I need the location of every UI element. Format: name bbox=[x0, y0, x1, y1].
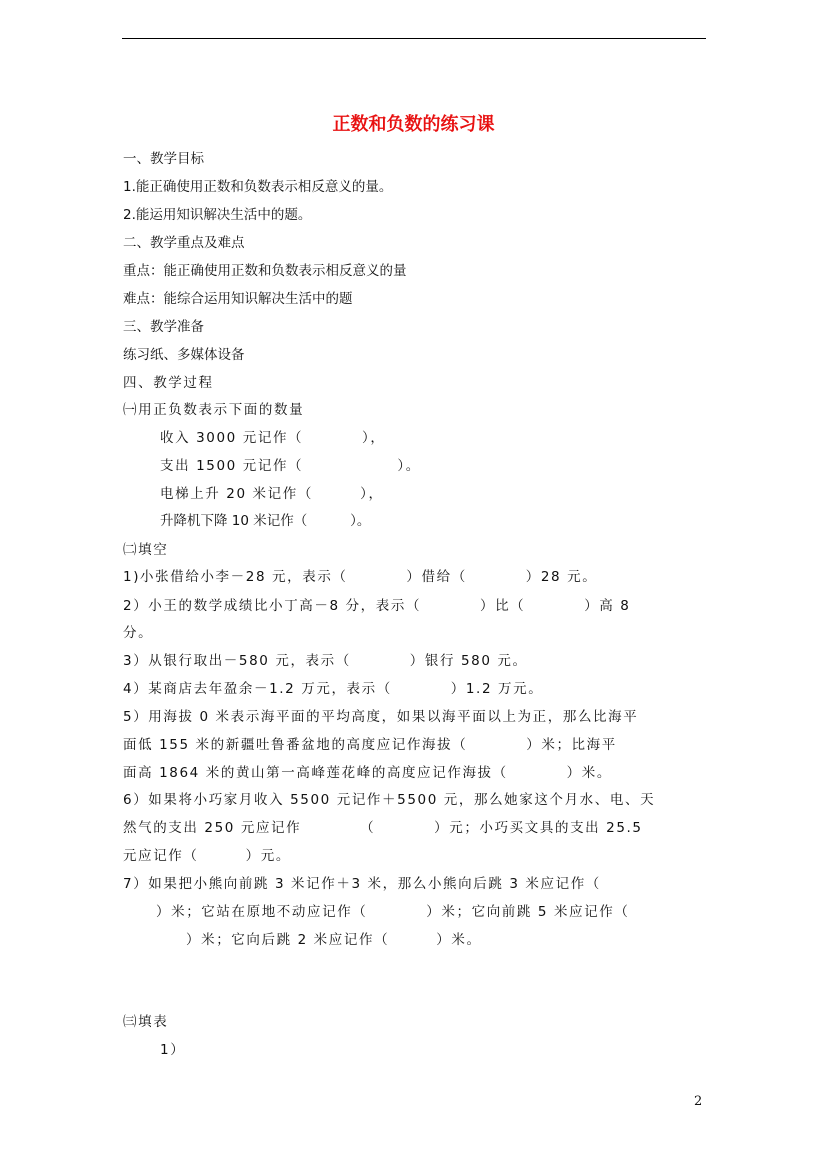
section-heading-preparation: 三、教学准备 bbox=[123, 319, 204, 335]
fill-item-6-cont-1: 然气的支出 250 元应记作 （ ）元；小巧买文具的支出 25.5 bbox=[123, 820, 643, 836]
exercise-heading-1: ㈠用正负数表示下面的数量 bbox=[123, 402, 305, 418]
fill-item-2-cont: 分。 bbox=[123, 625, 154, 641]
fill-item-4: 4）某商店去年盈余－1.2 万元，表示（ ）1.2 万元。 bbox=[123, 681, 544, 697]
table-item-1: 1） bbox=[160, 1042, 186, 1058]
objective-2: 2.能运用知识解决生活中的题。 bbox=[123, 207, 312, 223]
key-point: 重点：能正确使用正数和负数表示相反意义的量 bbox=[123, 263, 407, 279]
exercise-1-item-3: 电梯上升 20 米记作（ ）， bbox=[160, 486, 384, 502]
exercise-heading-2: ㈡填空 bbox=[123, 542, 169, 558]
fill-item-6: 6）如果将小巧家月收入 5500 元记作＋5500 元，那么她家这个月水、电、天 bbox=[123, 792, 656, 808]
page-title: 正数和负数的练习课 bbox=[332, 114, 495, 135]
fill-item-7-cont-1: ）米；它站在原地不动应记作（ ）米；它向前跳 5 米应记作（ bbox=[156, 904, 630, 920]
section-heading-key-points: 二、教学重点及难点 bbox=[123, 235, 245, 251]
difficult-point: 难点：能综合运用知识解决生活中的题 bbox=[123, 291, 353, 307]
section-heading-process: 四、教学过程 bbox=[123, 375, 214, 391]
fill-item-5: 5）用海拔 0 米表示海平面的平均高度，如果以海平面以上为正，那么比海平 bbox=[123, 709, 639, 725]
exercise-1-item-2: 支出 1500 元记作（ ）。 bbox=[160, 458, 421, 474]
header-rule bbox=[122, 38, 706, 39]
page-number: 2 bbox=[694, 1094, 703, 1109]
fill-item-1: 1)小张借给小李－28 元，表示（ ）借给（ ）28 元。 bbox=[123, 569, 598, 585]
fill-item-7-cont-2: ）米；它向后跳 2 米应记作（ ）米。 bbox=[186, 932, 482, 948]
fill-item-5-cont-2: 面高 1864 米的黄山第一高峰莲花峰的高度应记作海拔（ ）米。 bbox=[123, 765, 612, 781]
fill-item-7: 7）如果把小熊向前跳 3 米记作＋3 米，那么小熊向后跳 3 米应记作（ bbox=[123, 876, 601, 892]
section-heading-objectives: 一、教学目标 bbox=[123, 151, 204, 167]
fill-item-5-cont-1: 面低 155 米的新疆吐鲁番盆地的高度应记作海拔（ ）米；比海平 bbox=[123, 737, 617, 753]
exercise-1-item-1: 收入 3000 元记作（ ）， bbox=[160, 430, 386, 446]
exercise-1-item-4: 升降机下降 10 米记作（ ）。 bbox=[160, 513, 371, 529]
exercise-heading-3: ㈢填表 bbox=[123, 1014, 169, 1030]
fill-item-2: 2）小王的数学成绩比小丁高－8 分，表示（ ）比（ ）高 8 bbox=[123, 598, 631, 614]
preparation-items: 练习纸、多媒体设备 bbox=[123, 347, 245, 363]
fill-item-3: 3）从银行取出－580 元，表示（ ）银行 580 元。 bbox=[123, 653, 528, 669]
objective-1: 1.能正确使用正数和负数表示相反意义的量。 bbox=[123, 179, 393, 195]
fill-item-6-cont-2: 元应记作（ ）元。 bbox=[123, 848, 291, 864]
